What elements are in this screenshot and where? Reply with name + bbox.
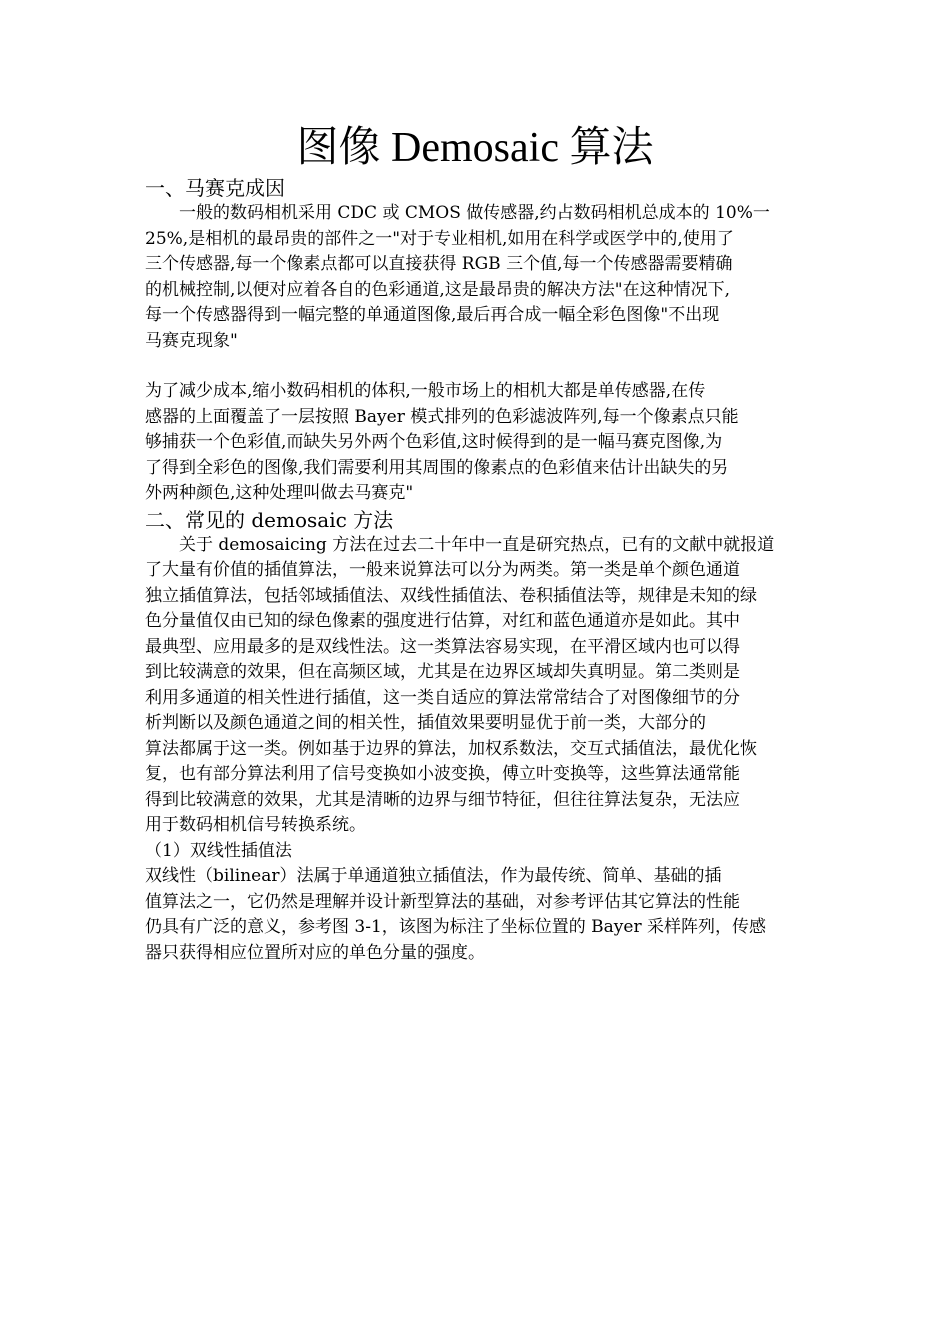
paragraph-line: 每一个传感器得到一幅完整的单通道图像,最后再合成一幅全彩色图像"不出现 bbox=[145, 305, 720, 325]
paragraph-line: 仍具有广泛的意义，参考图 3-1，该图为标注了坐标位置的 Bayer 采样阵列，传感 bbox=[145, 917, 767, 937]
document-body bbox=[145, 175, 810, 966]
paragraph-line: 得到比较满意的效果，尤其是清晰的边界与细节特征，但往往算法复杂，无法应 bbox=[145, 789, 740, 810]
section2-paragraph1 bbox=[145, 533, 810, 839]
section1-heading: 一、马赛克成因 bbox=[145, 176, 285, 200]
paragraph-line: 的机械控制,以便对应着各自的色彩通道,这是最昂贵的解决方法"在这种情况下, bbox=[145, 279, 731, 300]
section1-paragraph2 bbox=[145, 379, 810, 507]
paragraph-line: 到比较满意的效果，但在高频区域，尤其是在边界区域却失真明显。第二类则是 bbox=[145, 662, 740, 682]
paragraph-line: 为了减少成本,缩小数码相机的体积,一般市场上的相机大都是单传感器,在传 bbox=[145, 381, 706, 401]
paragraph-line: 了大量有价值的插值算法，一般来说算法可以分为两类。第一类是单个颜色通道 bbox=[145, 560, 740, 580]
section1-paragraph1 bbox=[145, 201, 810, 354]
paragraph-line: 了得到全彩色的图像,我们需要利用其周围的像素点的色彩值来估计出缺失的另 bbox=[145, 457, 729, 478]
blank-line bbox=[145, 354, 810, 379]
paragraph-line: 最典型、应用最多的是双线性法。这一类算法容易实现，在平滑区域内也可以得 bbox=[145, 636, 740, 657]
paragraph-line: 够捕获一个色彩值,而缺失另外两个色彩值,这时候得到的是一幅马赛克图像,为 bbox=[145, 432, 723, 452]
paragraph-line: 一般的数码相机采用 CDC 或 CMOS 做传感器,约占数码相机总成本的 10%一 bbox=[179, 203, 770, 223]
paragraph-line: 25%,是相机的最昂贵的部件之一"对于专业相机,如用在科学或医学中的,使用了 bbox=[145, 228, 734, 249]
paragraph-line: 器只获得相应位置所对应的单色分量的强度。 bbox=[145, 942, 485, 963]
paragraph-line: 析判断以及颜色通道之间的相关性，插值效果要明显优于前一类，大部分的 bbox=[145, 713, 706, 733]
paragraph-line: 色分量值仅由已知的绿色像素的强度进行估算，对红和蓝色通道亦是如此。其中 bbox=[145, 611, 740, 631]
paragraph-line: 感器的上面覆盖了一层按照 Bayer 模式排列的色彩滤波阵列,每一个像素点只能 bbox=[145, 406, 739, 427]
paragraph-line: 三个传感器,每一个像素点都可以直接获得 RGB 三个值,每一个传感器需要精确 bbox=[145, 254, 733, 274]
paragraph-line: 双线性（bilinear）法属于单通道独立插值法，作为最传统、简单、基础的插 bbox=[145, 866, 722, 886]
section2-heading: 二、常见的 demosaic 方法 bbox=[145, 507, 394, 532]
paragraph-line: 用于数码相机信号转换系统。 bbox=[145, 815, 366, 835]
paragraph-line: 马赛克现象" bbox=[145, 330, 238, 351]
section2-paragraph2 bbox=[145, 864, 810, 966]
paragraph-line: 独立插值算法，包括邻域插值法、双线性插值法、卷积插值法等，规律是未知的绿 bbox=[145, 585, 757, 606]
document-title: 图像 Demosaic 算法 bbox=[296, 125, 654, 171]
paragraph-line: 复，也有部分算法利用了信号变换如小波变换，傅立叶变换等，这些算法通常能 bbox=[145, 764, 740, 784]
paragraph-line: 利用多通道的相关性进行插值，这一类自适应的算法常常结合了对图像细节的分 bbox=[145, 687, 740, 708]
paragraph-line: 算法都属于这一类。例如基于边界的算法，加权系数法，交互式插值法，最优化恢 bbox=[145, 738, 757, 759]
subsection-heading: （1）双线性插值法 bbox=[145, 840, 292, 861]
paragraph-line: 值算法之一，它仍然是理解并设计新型算法的基础，对参考评估其它算法的性能 bbox=[145, 891, 740, 912]
paragraph-line: 外两种颜色,这种处理叫做去马赛克" bbox=[145, 483, 414, 503]
paragraph-line: 关于 demosaicing 方法在过去二十年中一直是研究热点，已有的文献中就报道 bbox=[179, 534, 775, 555]
